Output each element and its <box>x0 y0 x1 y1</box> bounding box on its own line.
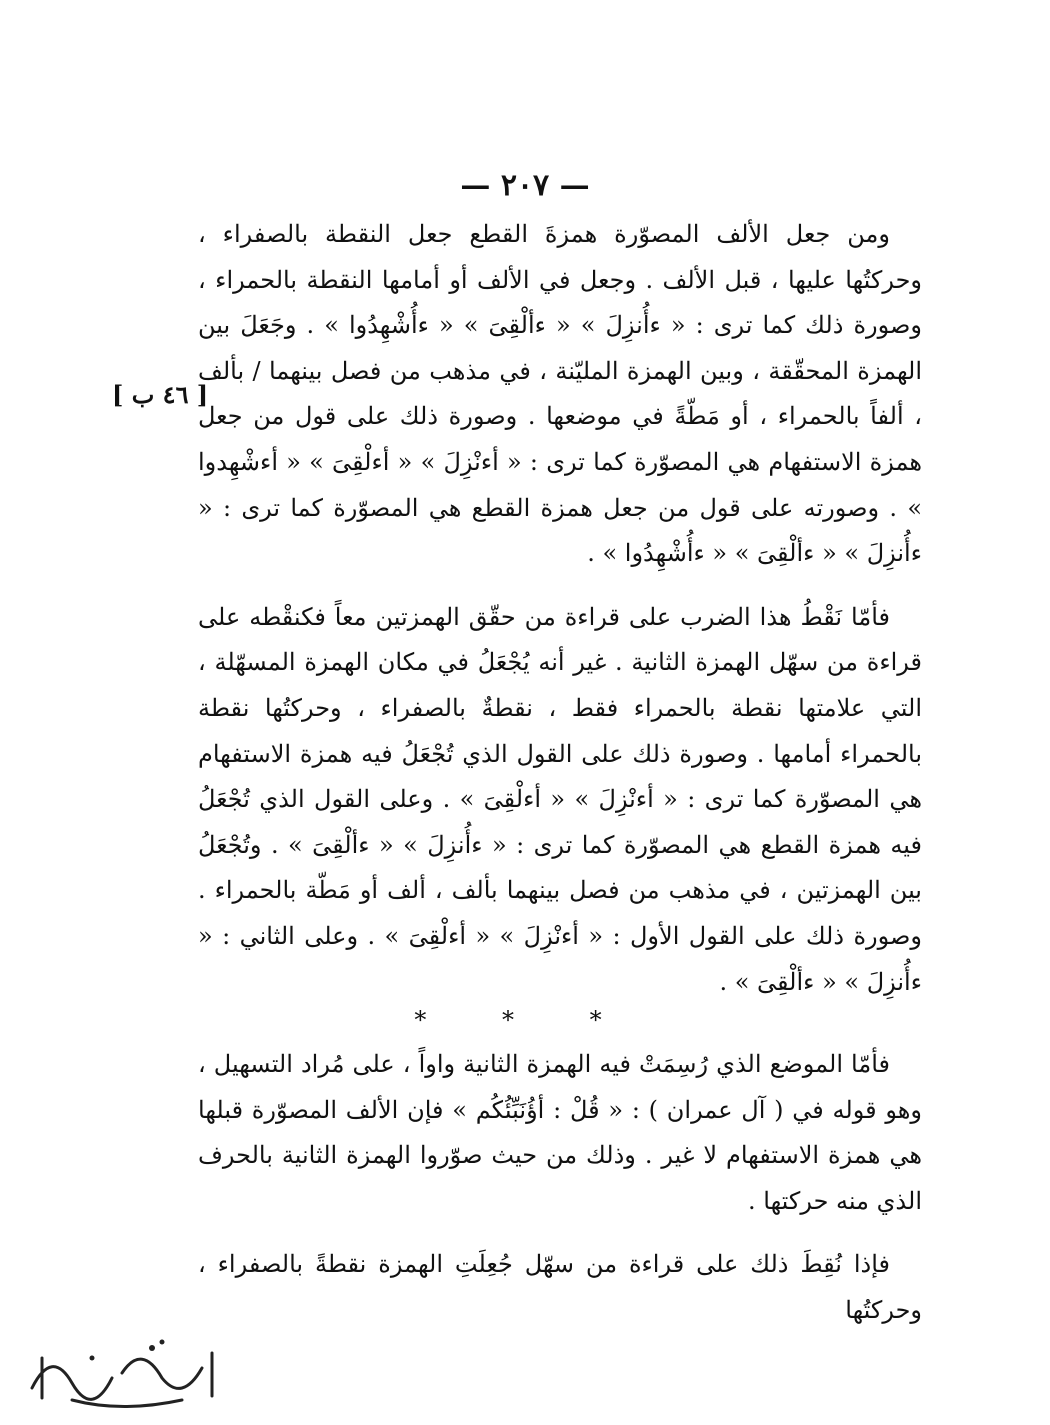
page-number: — ٢٠٧ — <box>460 168 590 203</box>
paragraph-4: فإذا نُقِطَ ذلك على قراءة من سهّل جُعِلَتِ الهمزة نقطةً بالصفراء ، وحركتُها <box>198 1250 922 1324</box>
calligraphic-stamp-logo <box>12 1318 232 1418</box>
body-text-top <box>198 212 922 1005</box>
manuscript-folio-mark: [ ٤٦ ب ] <box>112 380 209 409</box>
section-separator: * * * <box>414 1006 636 1034</box>
paragraph-3: فأمّا الموضع الذي رُسِمَتْ فيه الهمزة الثانية واواً ، على مُراد التسهيل ، وهو قوله في ( آل عمران ) : « قُلْ : أؤُنَبِّئُكُم » فإن الألف المصوّرة قبلها هي همزة الاستفهام لا غير . وذلك من حيث صوّروا الهمزة الثانية بالحرف الذي منه حركتها . <box>198 1050 922 1215</box>
body-text-bottom <box>198 1042 922 1334</box>
paragraph-2: فأمّا نَقْطُ هذا الضرب على قراءة من حقّق الهمزتين معاً فكنقْطه على قراءة من سهّل الهمزة الثانية . غير أنه يُجْعَلُ في مكان الهمزة المسهّلة ، التي علامتها نقطة بالحمراء فقط ، نقطةٌ بالصفراء ، وحركتُها نقطة بالحمراء أمامها . وصورة ذلك على القول الذي تُجْعَلُ فيه همزة الاستفهام هي المصوّرة كما ترى : « أءنْزِلَ » « أءلْقِىَ » . وعلى القول الذي تُجْعَلُ فيه همزة القطع هي المصوّرة كما ترى : « ءأُنزِلَ » « ءألْقِىَ » . وتُجْعَلُ بين الهمزتين ، في مذهب من فصل بينهما بألف ، ألف أو مَطّة بالحمراء . وصورة ذلك على القول الأول : « أءنْزِلَ » « أءلْقِىَ » . وعلى الثاني : « ءأُنزِلَ » « ءألْقِىَ » . <box>198 602 923 996</box>
paragraph-1: ومن جعل الألف المصوّرة همزةَ القطع جعل النقطة بالصفراء ، وحركتُها عليها ، قبل الألف . وجعل في الألف أو أمامها النقطة بالحمراء ، وصورة ذلك كما ترى : « ءأُنزِلَ » « ءألْقِىَ » « ءأُشْهِدُوا » . وجَعَلَ بين الهمزة المحقّقة ، وبين الهمزة المليّنة ، في مذهب من فصل بينهما / بألف ، ألفاً بالحمراء ، أو مَطّةً في موضعها . وصورة ذلك على قول من جعل همزة الاستفهام هي المصوّرة كما ترى : « أءنْزِلَ » « أءلْقِىَ » « أءشْهِدوا » . وصورته على قول من جعل همزة القطع هي المصوّرة كما ترى : « ءأُنزِلَ » « ءألْقِىَ » « ءأُشْهِدُوا » . <box>198 220 922 568</box>
